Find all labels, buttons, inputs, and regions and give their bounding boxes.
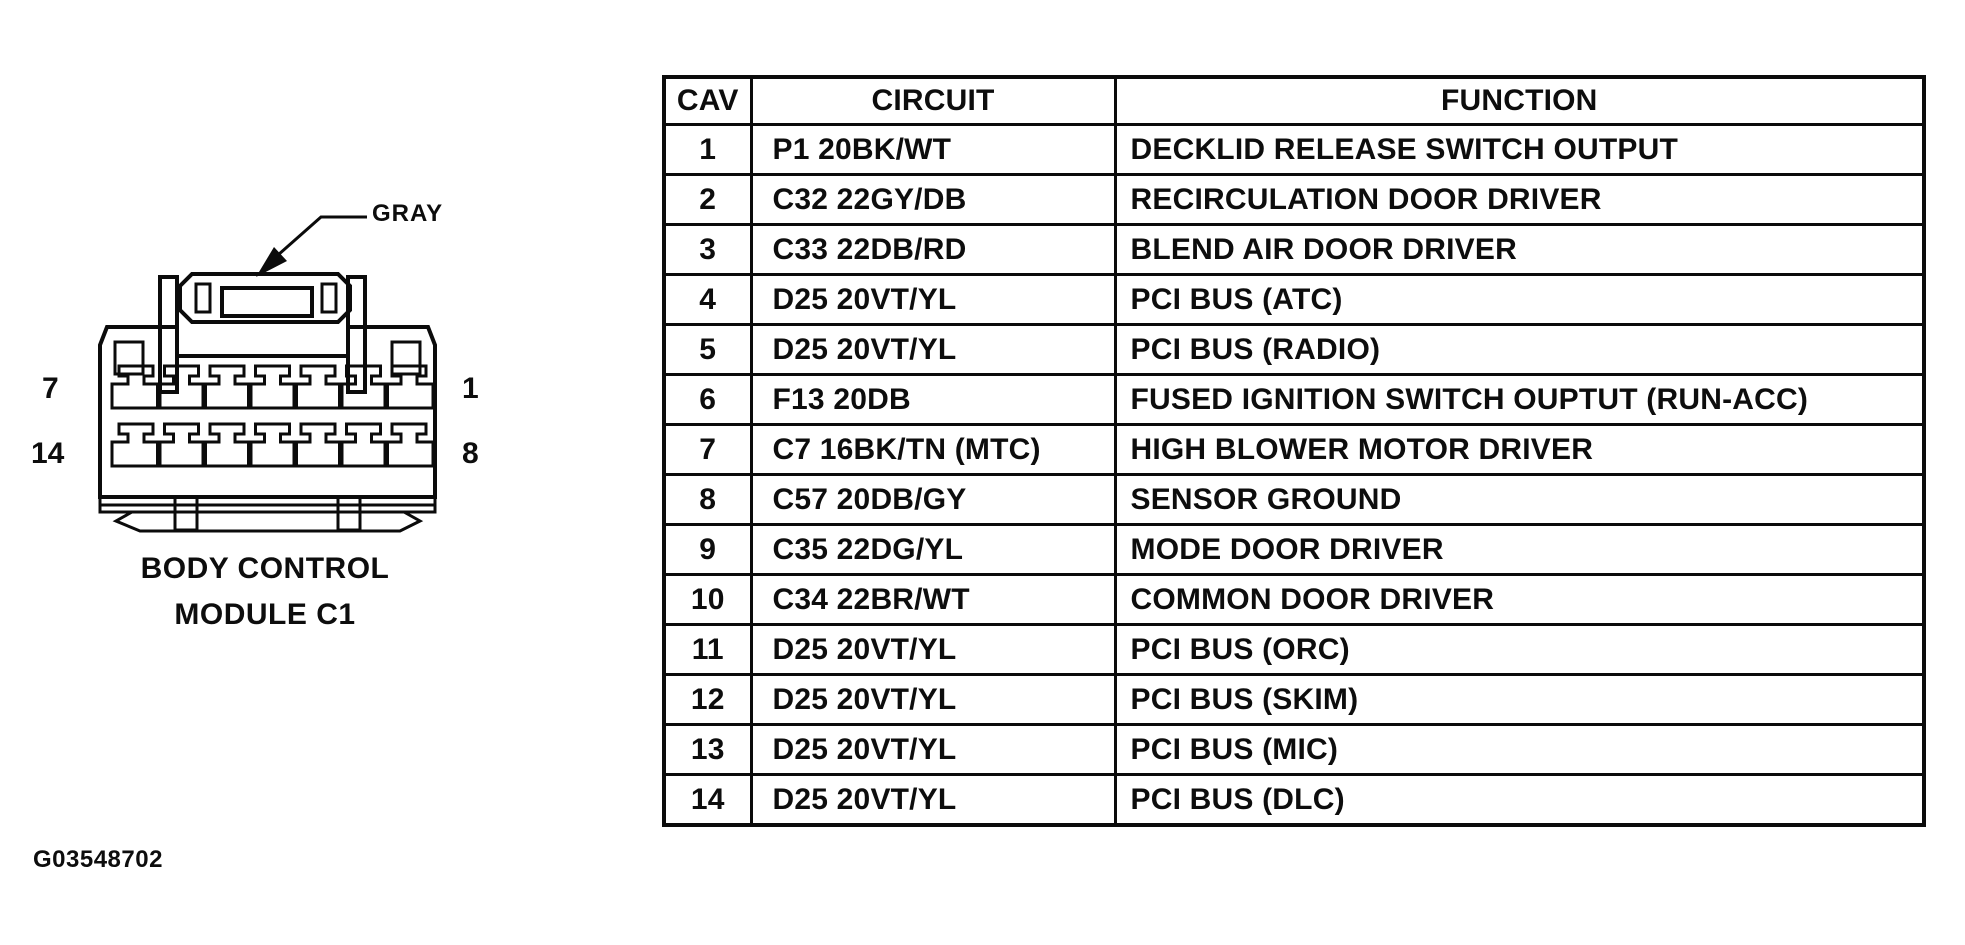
pinout-table bbox=[662, 75, 1926, 827]
function-cell: PCI BUS (RADIO) bbox=[1115, 325, 1924, 375]
circuit-cell: D25 20VT/YL bbox=[751, 625, 1115, 675]
cav-cell: 2 bbox=[664, 175, 751, 225]
function-cell: PCI BUS (ORC) bbox=[1115, 625, 1924, 675]
circuit-cell: D25 20VT/YL bbox=[751, 775, 1115, 826]
circuit-cell: C34 22BR/WT bbox=[751, 575, 1115, 625]
connector-caption bbox=[110, 546, 420, 638]
cav-cell: 6 bbox=[664, 375, 751, 425]
header-circuit: CIRCUIT bbox=[751, 77, 1115, 125]
circuit-cell: C35 22DG/YL bbox=[751, 525, 1115, 575]
cav-cell: 5 bbox=[664, 325, 751, 375]
pin-label-14: 14 bbox=[31, 437, 65, 470]
table-row bbox=[664, 225, 1924, 275]
table-row bbox=[664, 275, 1924, 325]
function-cell: BLEND AIR DOOR DRIVER bbox=[1115, 225, 1924, 275]
pin-label-8: 8 bbox=[462, 437, 479, 470]
connector-body-outline bbox=[100, 327, 435, 497]
circuit-cell: P1 20BK/WT bbox=[751, 125, 1115, 175]
table-row bbox=[664, 475, 1924, 525]
cav-cell: 14 bbox=[664, 775, 751, 826]
cav-cell: 11 bbox=[664, 625, 751, 675]
table-row bbox=[664, 575, 1924, 625]
function-cell: SENSOR GROUND bbox=[1115, 475, 1924, 525]
function-cell: RECIRCULATION DOOR DRIVER bbox=[1115, 175, 1924, 225]
function-cell: DECKLID RELEASE SWITCH OUTPUT bbox=[1115, 125, 1924, 175]
table-row bbox=[664, 775, 1924, 826]
figure-id: G03548702 bbox=[33, 846, 163, 873]
circuit-cell: C33 22DB/RD bbox=[751, 225, 1115, 275]
function-cell: PCI BUS (SKIM) bbox=[1115, 675, 1924, 725]
cav-cell: 3 bbox=[664, 225, 751, 275]
cav-cell: 10 bbox=[664, 575, 751, 625]
cav-cell: 8 bbox=[664, 475, 751, 525]
header-function: FUNCTION bbox=[1115, 77, 1924, 125]
gray-leader-arrow bbox=[256, 217, 367, 277]
function-cell: HIGH BLOWER MOTOR DRIVER bbox=[1115, 425, 1924, 475]
table-row bbox=[664, 525, 1924, 575]
table-header-row bbox=[664, 77, 1924, 125]
table-row bbox=[664, 425, 1924, 475]
table-row bbox=[664, 125, 1924, 175]
cav-cell: 12 bbox=[664, 675, 751, 725]
connector-latch bbox=[180, 274, 350, 322]
function-cell: PCI BUS (DLC) bbox=[1115, 775, 1924, 826]
table-row bbox=[664, 175, 1924, 225]
connector-skirt bbox=[100, 497, 435, 531]
circuit-cell: C7 16BK/TN (MTC) bbox=[751, 425, 1115, 475]
function-cell: PCI BUS (ATC) bbox=[1115, 275, 1924, 325]
cav-cell: 4 bbox=[664, 275, 751, 325]
function-cell: PCI BUS (MIC) bbox=[1115, 725, 1924, 775]
connector-caption-line1: BODY CONTROL bbox=[140, 552, 390, 585]
function-cell: MODE DOOR DRIVER bbox=[1115, 525, 1924, 575]
circuit-cell: F13 20DB bbox=[751, 375, 1115, 425]
header-cav: CAV bbox=[664, 77, 751, 125]
cav-cell: 13 bbox=[664, 725, 751, 775]
table-row bbox=[664, 725, 1924, 775]
circuit-cell: D25 20VT/YL bbox=[751, 725, 1115, 775]
table-row bbox=[664, 625, 1924, 675]
circuit-cell: D25 20VT/YL bbox=[751, 275, 1115, 325]
table-row bbox=[664, 325, 1924, 375]
pin-label-1: 1 bbox=[462, 372, 479, 405]
pinout-table-body bbox=[664, 125, 1924, 826]
cav-cell: 1 bbox=[664, 125, 751, 175]
function-cell: FUSED IGNITION SWITCH OUPTUT (RUN-ACC) bbox=[1115, 375, 1924, 425]
circuit-cell: D25 20VT/YL bbox=[751, 675, 1115, 725]
circuit-cell: C32 22GY/DB bbox=[751, 175, 1115, 225]
terminal-row-bottom bbox=[112, 424, 433, 466]
connector-caption-line2: MODULE C1 bbox=[174, 598, 356, 631]
connector-color-label: GRAY bbox=[372, 200, 444, 227]
circuit-cell: D25 20VT/YL bbox=[751, 325, 1115, 375]
function-cell: COMMON DOOR DRIVER bbox=[1115, 575, 1924, 625]
cav-cell: 9 bbox=[664, 525, 751, 575]
pin-label-7: 7 bbox=[42, 372, 59, 405]
table-row bbox=[664, 375, 1924, 425]
circuit-cell: C57 20DB/GY bbox=[751, 475, 1115, 525]
cav-cell: 7 bbox=[664, 425, 751, 475]
table-row bbox=[664, 675, 1924, 725]
corner-notch-right bbox=[392, 342, 420, 374]
